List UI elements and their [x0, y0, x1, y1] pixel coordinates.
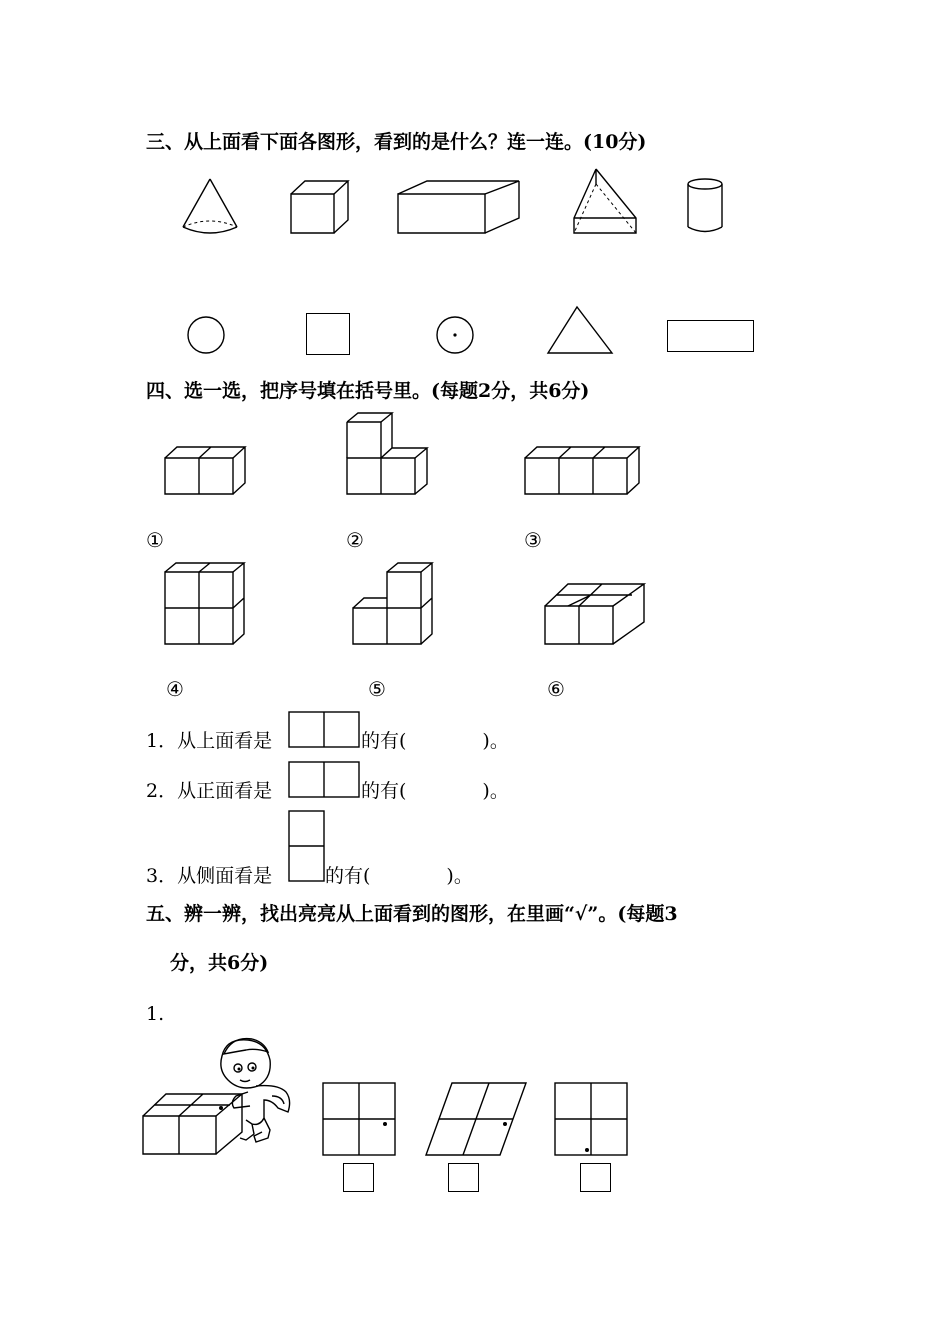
question3-prefix: 3．从侧面看是	[146, 865, 273, 887]
section4-heading: 四、选一选，把序号填在括号里。(每题2分，共6分)	[146, 380, 590, 402]
circle-view	[186, 315, 228, 357]
cube-figure-2	[346, 412, 436, 498]
top-view-option-3	[554, 1082, 630, 1158]
label-2: ②	[346, 528, 364, 552]
cube-figure-5	[352, 562, 442, 648]
two-squares-vertical-icon	[288, 810, 326, 884]
label-4: ④	[166, 677, 184, 701]
top-view-option-2	[425, 1082, 529, 1158]
cone-figure	[178, 176, 242, 238]
section3-heading: 三、从上面看下面各图形，看到的是什么？连一连。(10分)	[146, 131, 647, 153]
question1-suffix: 的有( )。	[361, 730, 509, 752]
cuboid-figure	[397, 180, 523, 236]
cube-figure-4	[164, 562, 254, 648]
rectangle-view	[667, 320, 754, 352]
label-1: ①	[146, 528, 164, 552]
check-box-1[interactable]	[343, 1163, 374, 1192]
cube-figure	[290, 180, 352, 236]
cube-figure-1	[164, 446, 254, 498]
question2-prefix: 2．从正面看是	[146, 780, 273, 802]
top-view-option-1	[322, 1082, 398, 1158]
triangular-prism-figure	[571, 166, 641, 236]
section5-heading-line2: 分，共6分)	[170, 952, 269, 974]
circle-with-dot-view	[436, 315, 478, 357]
triangle-view	[546, 305, 616, 357]
two-squares-horizontal-icon	[288, 711, 362, 749]
question3-suffix: 的有( )。	[325, 865, 473, 887]
check-box-3[interactable]	[580, 1163, 611, 1192]
cube-figure-6	[544, 582, 648, 648]
label-3: ③	[524, 528, 542, 552]
question2-suffix: 的有( )。	[361, 780, 509, 802]
cube-figure-3	[524, 446, 648, 498]
section5-heading-line1: 五、辨一辨，找出亮亮从上面看到的图形，在里画“√”。(每题3	[146, 903, 678, 925]
boy-liangliang-illustration	[212, 1034, 308, 1146]
cylinder-figure	[686, 176, 726, 236]
check-box-2[interactable]	[448, 1163, 479, 1192]
item-number: 1.	[146, 1003, 165, 1025]
label-5: ⑤	[368, 677, 386, 701]
square-view	[306, 313, 350, 355]
label-6: ⑥	[547, 677, 565, 701]
question1-prefix: 1．从上面看是	[146, 730, 273, 752]
two-squares-horizontal-icon	[288, 761, 362, 799]
